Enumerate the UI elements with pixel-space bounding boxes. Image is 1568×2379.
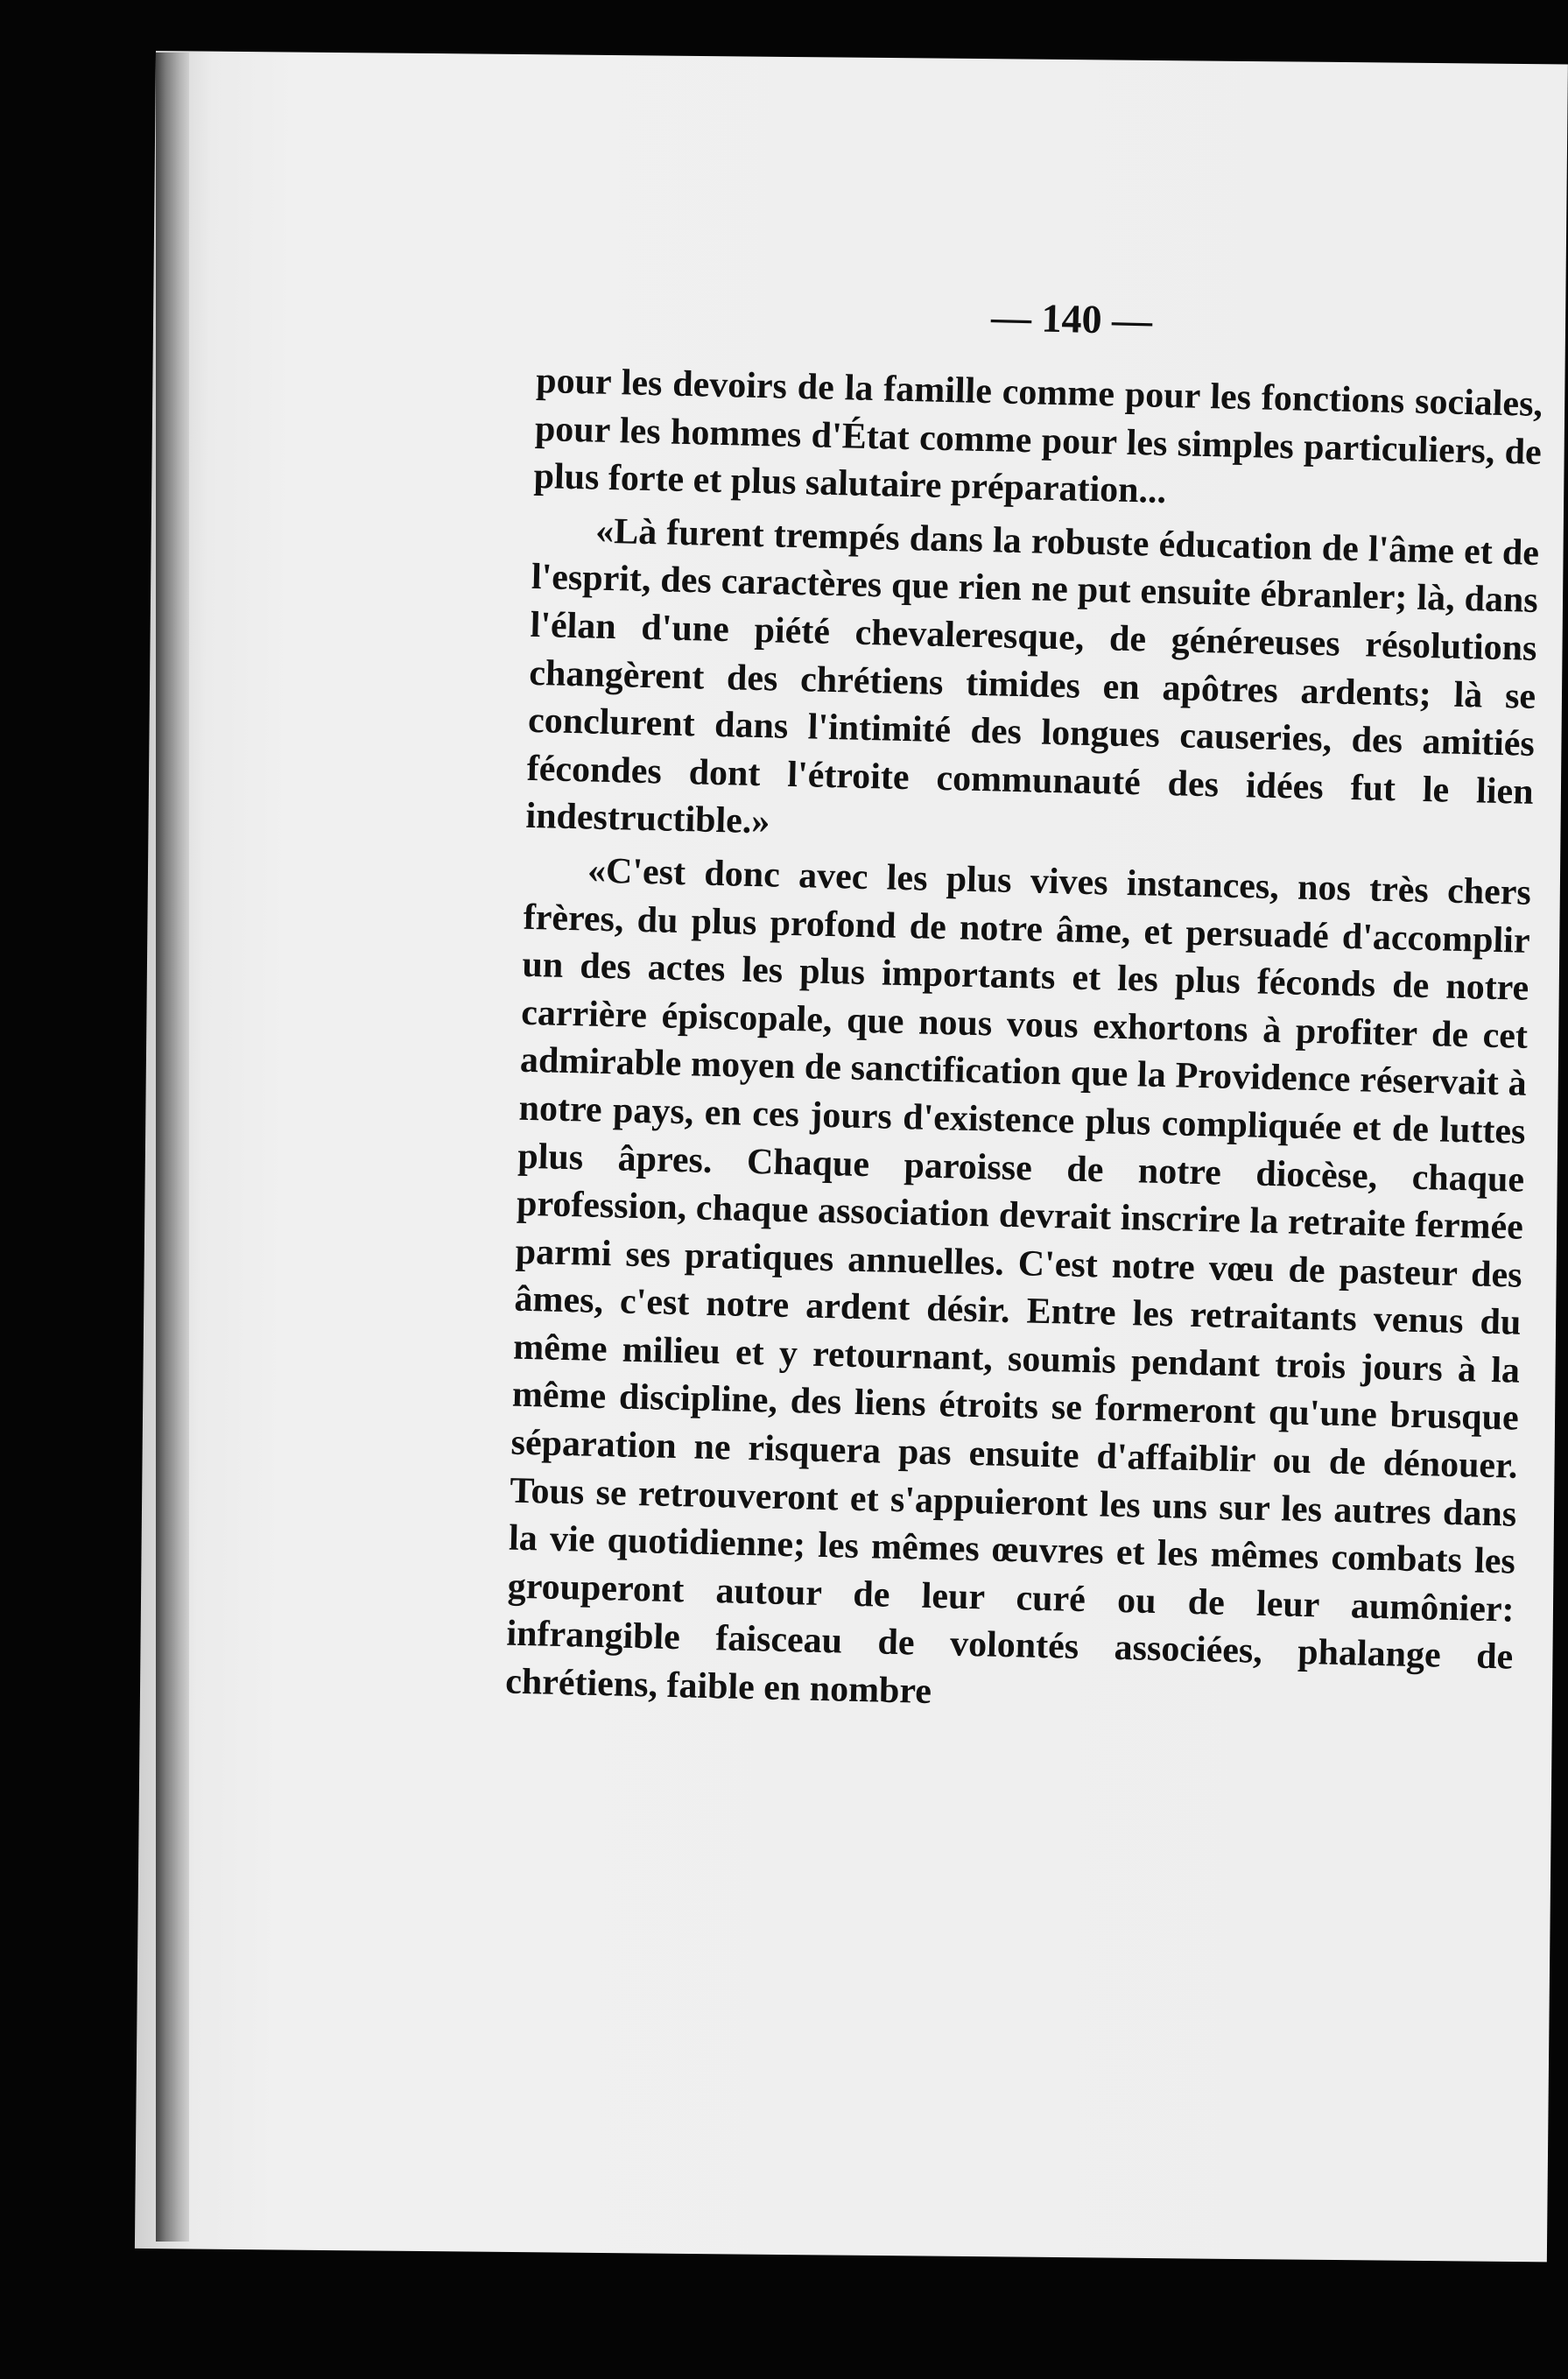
- paragraph-1: pour les devoirs de la famille comme pour les fonctions sociales, pour les hommes d'État comme pour les simples particuliers, de plus forte et plus salutaire préparation...: [533, 360, 1543, 512]
- book-binding-edge: [156, 53, 189, 2242]
- paragraph-2: «Là furent trempés dans la robuste éducation de l'âme et de l'esprit, des caractères que rien ne put ensuite ébranler; là, dans l'élan d'une piété chevaleresque, de généreuses résolutions changèrent des chrétiens timides en apôtres ardents; là se conclurent dans l'intimité des longues causeries, des amitiés fécondes dont l'étroite communauté des idées fut le lien indestructible.»: [525, 510, 1540, 842]
- page-text-block: [504, 280, 1544, 1735]
- page-number: — 140 —: [990, 294, 1153, 343]
- paragraph-3: «C'est donc avec les plus vives instances, nos très chers frères, du plus profond de notre âme, et persuadé d'accomplir un des actes les plus importants et les plus féconds de notre carrière épiscopale, que nous vous exhortons à profiter de cet admirable moyen de sanctification que la Providence réservait à notre pays, en ces jours d'existence plus compliquée et de luttes plus âpres. Chaque paroisse de notre diocèse, chaque profession, chaque association devrait inscrire la retraite fermée parmi ses pratiques annuelles. C'est notre vœu de pasteur des âmes, c'est notre ardent désir. Entre les retraitants venus du même milieu et y retournant, soumis pendant trois jours à la même discipline, des liens étroits se formeront qu'une brusque séparation ne risquera pas ensuite d'affaiblir ou de dénouer. Tous se retrouveront et s'appuieront les uns sur les autres dans la vie quotidienne; les mêmes œuvres et les mêmes combats les grouperont autour de leur curé ou de leur aumônier: infrangible faisceau de volontés associées, phalange de chrétiens, faible en nombre: [504, 850, 1532, 1713]
